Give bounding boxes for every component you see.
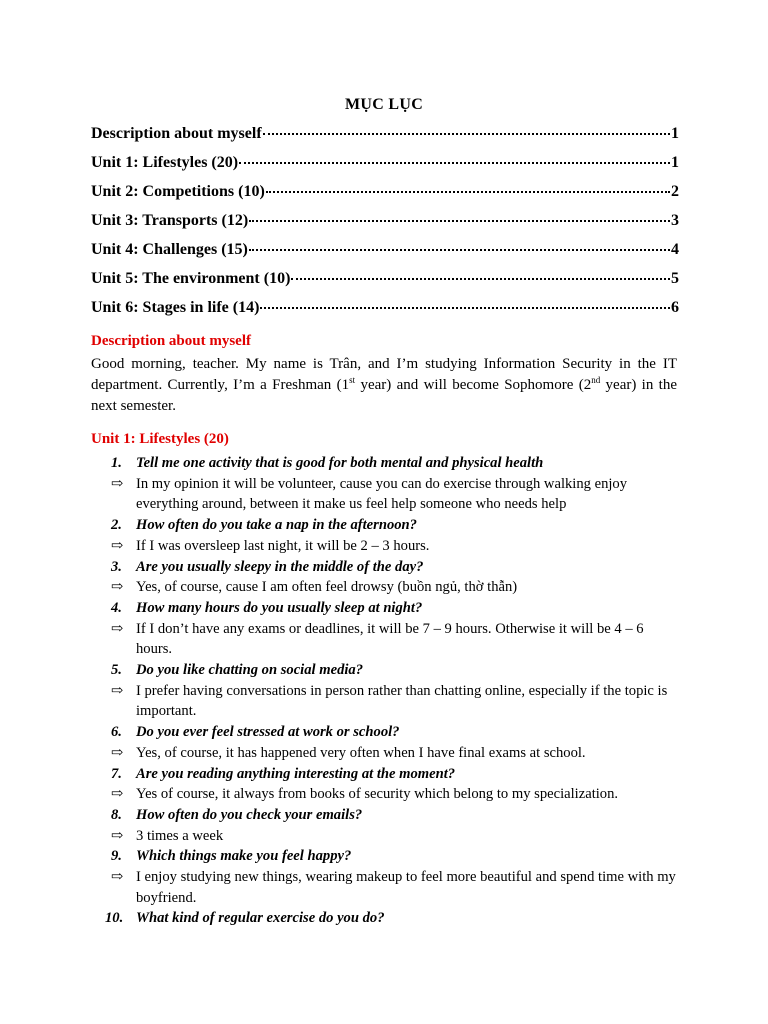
question-number: 2.	[111, 517, 122, 534]
arrow-right-icon: ⇨	[111, 475, 124, 492]
question-item	[91, 598, 679, 619]
toc-leader-dots	[260, 307, 670, 309]
toc-leader-dots	[249, 249, 670, 251]
answer-item	[91, 577, 679, 598]
toc-entry-page: 1	[671, 125, 679, 142]
question-number: 8.	[111, 806, 122, 823]
answer-item	[91, 784, 679, 805]
arrow-right-icon: ⇨	[111, 537, 124, 554]
question-item	[91, 908, 679, 929]
question-text: How often do you take a nap in the afternoon?	[136, 517, 417, 534]
toc-entry[interactable]	[91, 297, 679, 326]
toc-entry-title: Unit 2: Competitions (10)	[91, 183, 265, 200]
ordinal-suffix: nd	[591, 375, 601, 385]
answer-text: Yes, of course, cause I am often feel drowsy (buồn ngủ, thờ thẫn)	[136, 579, 518, 596]
table-of-contents	[91, 123, 679, 326]
question-item	[91, 453, 679, 474]
description-heading: Description about myself	[91, 333, 251, 349]
description-text: year) and will become Sophomore (2	[355, 377, 592, 393]
answer-item	[91, 867, 679, 908]
question-text: How often do you check your emails?	[136, 806, 363, 823]
answer-text: I enjoy studying new things, wearing makeup to feel more beautiful and spend time with my boyfriend.	[136, 869, 676, 906]
question-number: 9.	[111, 848, 122, 865]
toc-leader-dots	[249, 220, 670, 222]
question-item	[91, 515, 679, 536]
answer-item	[91, 681, 679, 722]
toc-entry-page: 3	[671, 212, 679, 229]
question-number: 10.	[105, 910, 124, 927]
description-paragraph	[91, 354, 677, 417]
answer-item	[91, 474, 679, 515]
arrow-right-icon: ⇨	[111, 786, 124, 803]
toc-entry-page: 4	[671, 241, 679, 258]
question-number: 6.	[111, 724, 122, 741]
question-item	[91, 764, 679, 785]
toc-entry-title: Unit 4: Challenges (15)	[91, 241, 248, 258]
question-number: 7.	[111, 765, 122, 782]
toc-entry[interactable]	[91, 152, 679, 181]
question-text: Are you usually sleepy in the middle of the day?	[136, 558, 424, 575]
question-text: How many hours do you usually sleep at night?	[136, 599, 423, 616]
description-text: year) in the next semester.	[91, 377, 677, 414]
toc-entry[interactable]	[91, 239, 679, 268]
answer-text: I prefer having conversations in person rather than chatting online, especially if the topic is important.	[136, 682, 668, 720]
toc-entry-title: Unit 6: Stages in life (14)	[91, 299, 260, 316]
toc-entry-title: Unit 3: Transports (12)	[91, 212, 249, 229]
toc-entry[interactable]	[91, 268, 679, 297]
arrow-right-icon: ⇨	[111, 744, 124, 761]
toc-entry-page: 2	[671, 183, 679, 200]
unit1-heading: Unit 1: Lifestyles (20)	[91, 431, 229, 447]
toc-leader-dots	[239, 162, 670, 164]
arrow-right-icon: ⇨	[111, 579, 124, 596]
question-text: Tell me one activity that is good for both mental and physical health	[136, 455, 544, 471]
ordinal-suffix: st	[349, 375, 356, 385]
answer-text: If I don’t have any exams or deadlines, it will be 7 – 9 hours. Otherwise it will be 4 – 6 hours.	[136, 620, 644, 658]
question-number: 4.	[111, 599, 122, 616]
toc-entry[interactable]	[91, 181, 679, 210]
answer-item	[91, 536, 679, 557]
question-item	[91, 660, 679, 681]
arrow-right-icon: ⇨	[111, 827, 124, 844]
answer-text: 3 times a week	[136, 827, 224, 844]
question-text: Are you reading anything interesting at the moment?	[136, 765, 456, 782]
answer-text: Yes of course, it always from books of security which belong to my specialization.	[136, 786, 619, 803]
question-text: Which things make you feel happy?	[136, 848, 352, 865]
question-item	[91, 557, 679, 578]
description-text: Good morning, teacher. My name is Trân, and I’m studying Information Security in the IT department. Currently, I’m a Freshman (1	[91, 356, 677, 393]
question-number: 1.	[111, 455, 122, 471]
question-item	[91, 805, 679, 826]
question-text: Do you ever feel stressed at work or school?	[136, 724, 400, 741]
toc-leader-dots	[266, 191, 670, 193]
toc-entry-page: 1	[671, 154, 679, 171]
question-answer-list	[91, 453, 679, 929]
question-text: Do you like chatting on social media?	[136, 662, 364, 679]
toc-title: MỤC LỤC	[344, 96, 424, 113]
toc-entry-page: 6	[671, 299, 679, 316]
question-number: 5.	[111, 662, 122, 679]
toc-entry[interactable]	[91, 123, 679, 152]
answer-item	[91, 619, 679, 660]
answer-item	[91, 743, 679, 764]
toc-entry-title: Unit 1: Lifestyles (20)	[91, 154, 239, 171]
toc-entry-title: Description about myself	[91, 125, 262, 142]
question-text: What kind of regular exercise do you do?	[136, 910, 385, 927]
question-item	[91, 846, 679, 867]
answer-text: If I was oversleep last night, it will be 2 – 3 hours.	[136, 537, 430, 554]
toc-leader-dots	[291, 278, 670, 280]
arrow-right-icon: ⇨	[111, 869, 124, 886]
toc-entry-title: Unit 5: The environment (10)	[91, 270, 291, 287]
question-item	[91, 722, 679, 743]
arrow-right-icon: ⇨	[111, 620, 124, 637]
question-number: 3.	[111, 558, 122, 575]
arrow-right-icon: ⇨	[111, 682, 124, 699]
toc-entry[interactable]	[91, 210, 679, 239]
toc-entry-page: 5	[671, 270, 679, 287]
toc-leader-dots	[263, 133, 670, 135]
answer-item	[91, 826, 679, 847]
answer-text: In my opinion it will be volunteer, cause you can do exercise through walking enjoy everything around, between it make us feel help someone who needs help	[136, 475, 628, 513]
answer-text: Yes, of course, it has happened very often when I have final exams at school.	[136, 744, 586, 761]
